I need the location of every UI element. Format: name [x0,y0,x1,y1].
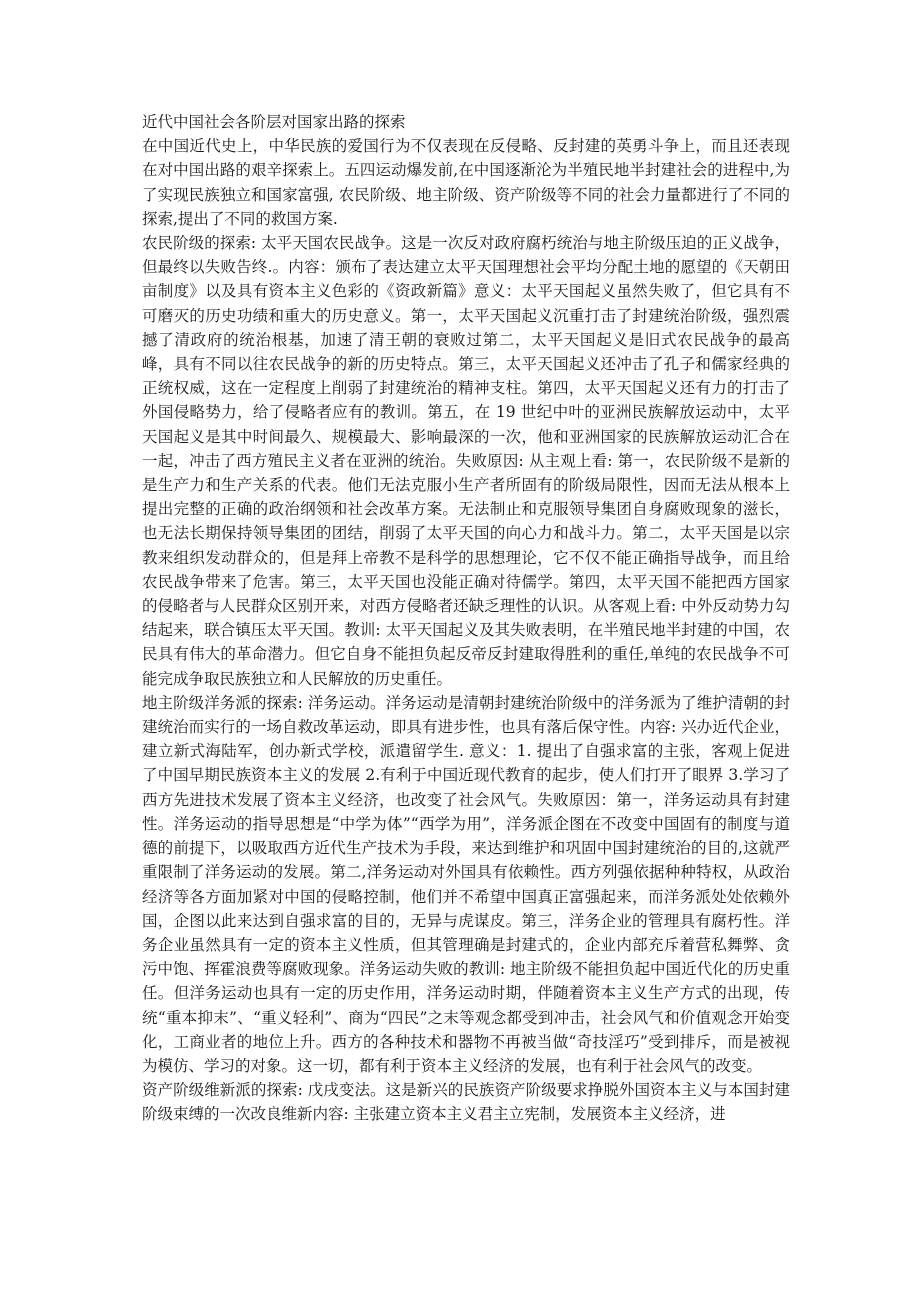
document-title: 近代中国社会各阶层对国家出路的探索 [142,113,406,131]
paragraph-intro: 在中国近代史上，中华民族的爱国行为不仅表现在反侵略、反封建的英勇斗争上，而且还表现在对中国出路的艰辛探索上。五四运动爆发前,在中国逐渐沦为半殖民地半封建社会的进程中,为了实现民族独立和国家富强, 农民阶级、地主阶级、资产阶级等不同的社会力量都进行了不同的探索,提出了不同的救国方案. [142,137,790,228]
document-body [142,110,790,1127]
paragraph-westernization: 地主阶级洋务派的探索: 洋务运动。洋务运动是清朝封建统治阶级中的洋务派为了维护清朝的封建统治而实行的一场自救改革运动，即具有进步性，也具有落后保守性。内容: 兴办近代企业，建立新式海陆军，创办新式学校，派遣留学生. 意义：1. 提出了自强求富的主张，客观上促进了中国早期民族资本主义的发展 2.有利于中国近现代教育的起步，使人们打开了眼界 3.学习了西方先进技术发展了资本主义经济，也改变了社会风气。失败原因：第一，洋务运动具有封建性。洋务运动的指导思想是“中学为体”“西学为用”，洋务派企图在不改变中国固有的制度与道德的前提下，以吸取西方近代生产技术为手段，来达到维护和巩固中国封建统治的目的,这就严重限制了洋务运动的发展。第二,洋务运动对外国具有依赖性。西方列强依据种种特权，从政治经济等各方面加紧对中国的侵略控制，他们并不希望中国真正富强起来，而洋务派处处依赖外国，企图以此来达到自强求富的目的，无异与虎谋皮。第三，洋务企业的管理具有腐朽性。洋务企业虽然具有一定的资本主义性质，但其管理确是封建式的，企业内部充斥着营私舞弊、贪污中饱、挥霍浪费等腐败现象。洋务运动失败的教训: 地主阶级不能担负起中国近代化的历史重任。但洋务运动也具有一定的历史作用，洋务运动时期，伴随着资本主义生产方式的出现，传统“重本抑末”、“重义轻利”、商为“四民”之末等观念都受到冲击，社会风气和价值观念开始变化，工商业者的地位上升。西方的各种技术和器物不再被当做“奇技淫巧”受到排斥，而是被视为模仿、学习的对象。这一切，都有利于资本主义经济的发展，也有利于社会风气的改变。 [142,693,790,1075]
paragraph-peasant-class: 农民阶级的探索: 太平天国农民战争。这是一次反对政府腐朽统治与地主阶级压迫的正义战争，但最终以失败告终.。内容：颁布了表达建立太平天国理想社会平均分配土地的愿望的《天朝田亩制度》以及具有资本主义色彩的《资政新篇》意义：太平天国起义虽然失败了，但它具有不可磨灭的历史功绩和重大的历史意义。第一，太平天国起义沉重打击了封建统治阶级，强烈震撼了清政府的统治根基，加速了清王朝的衰败过第二，太平天国起义是旧式农民战争的最高峰，具有不同以往农民战争的新的历史特点。第三，太平天国起义还冲击了孔子和儒家经典的正统权威，这在一定程度上削弱了封建统治的精神支柱。第四，太平天国起义还有力的打击了外国侵略势力，给了侵略者应有的教训。第五，在 19 世纪中叶的亚洲民族解放运动中，太平天国起义是其中时间最久、规模最大、影响最深的一次，他和亚洲国家的民族解放运动汇合在一起，冲击了西方殖民主义者在亚洲的统治。失败原因: 从主观上看: 第一，农民阶级不是新的是生产力和生产关系的代表。他们无法克服小生产者所固有的阶级局限性，因而无法从根本上提出完整的正确的政治纲领和社会改革方案。无法制止和克服领导集团自身腐败现象的滋长，也无法长期保持领导集团的团结，削弱了太平天国的向心力和战斗力。第二，太平天国是以宗教来组织发动群众的，但是拜上帝教不是科学的思想理论，它不仅不能正确指导战争，而且给农民战争带来了危害。第三，太平天国也没能正确对待儒学。第四，太平天国不能把西方国家的侵略者与人民群众区别开来，对西方侵略者还缺乏理性的认识。从客观上看: 中外反动势力勾结起来，联合镇压太平天国。教训: 太平天国起义及其失败表明，在半殖民地半封建的中国，农民具有伟大的革命潜力。但它自身不能担负起反帝反封建取得胜利的重任,单纯的农民战争不可能完成争取民族独立和人民解放的历史重任。 [142,234,790,688]
paragraph-reformists: 资产阶级维新派的探索: 戊戌变法。这是新兴的民族资产阶级要求挣脱外国资本主义与本国封建阶级束缚的一次改良维新内容: 主张建立资本主义君主立宪制，发展资本主义经济，进 [142,1081,790,1124]
